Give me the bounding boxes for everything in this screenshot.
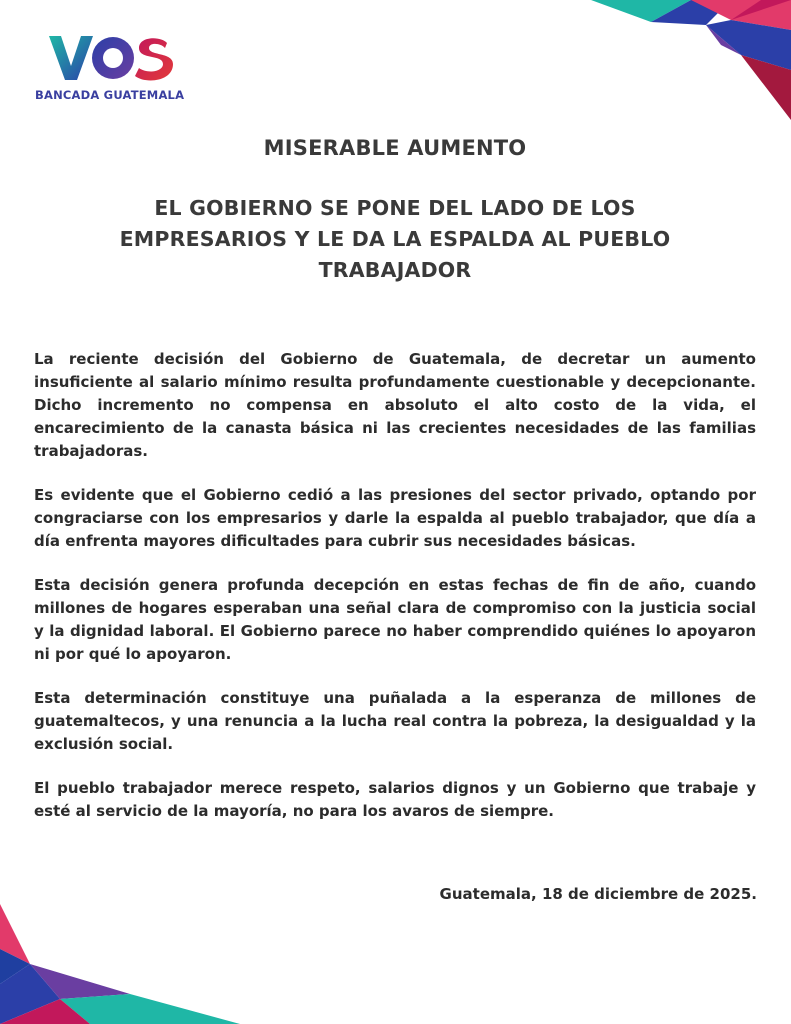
top-right-corner-decoration — [531, 0, 791, 120]
logo-wordmark — [35, 30, 195, 86]
subtitle-line: EMPRESARIOS Y LE DA LA ESPALDA AL PUEBLO — [119, 227, 671, 251]
subtitle-line: TRABAJADOR — [318, 258, 472, 282]
paragraph: Esta determinación constituye una puñalada a la esperanza de millones de guatemaltecos, y una renuncia a la lucha real contra la pobreza, la desigualdad y la exclusión social. — [34, 689, 756, 753]
paragraph: La reciente decisión del Gobierno de Guatemala, de decretar un aumento insuficiente al salario mínimo resulta profundamente cuestionable y decepcionante. Dicho incremento no compensa en absoluto el alto costo de la vida, el encarecimiento de la canasta básica ni las crecientes necesidades de las familias trabajadoras. — [34, 350, 756, 460]
place-and-date: Guatemala, 18 de diciembre de 2025. — [439, 885, 757, 903]
bottom-left-corner-decoration — [0, 904, 240, 1024]
statement-body — [34, 348, 756, 844]
logo-subtitle: BANCADA GUATEMALA — [35, 88, 185, 102]
paragraph: El pueblo trabajador merece respeto, salarios dignos y un Gobierno que trabaje y esté al servicio de la mayoría, no para los avaros de siempre. — [34, 779, 756, 820]
paragraph: Esta decisión genera profunda decepción en estas fechas de fin de año, cuando millones de hogares esperaban una señal clara de compromiso con la justicia social y la dignidad laboral. El Gobierno parece no haber comprendido quiénes lo apoyaron ni por qué lo apoyaron. — [34, 576, 756, 663]
paragraph: Es evidente que el Gobierno cedió a las presiones del sector privado, optando por congraciarse con los empresarios y darle la espalda al pueblo trabajador, que día a día enfrenta mayores dificultades para cubrir sus necesidades básicas. — [34, 486, 756, 550]
document-title: MISERABLE AUMENTO — [263, 136, 527, 160]
document-subtitle — [60, 193, 730, 286]
vos-logo — [35, 30, 195, 102]
subtitle-line: EL GOBIERNO SE PONE DEL LADO DE LOS — [154, 196, 636, 220]
